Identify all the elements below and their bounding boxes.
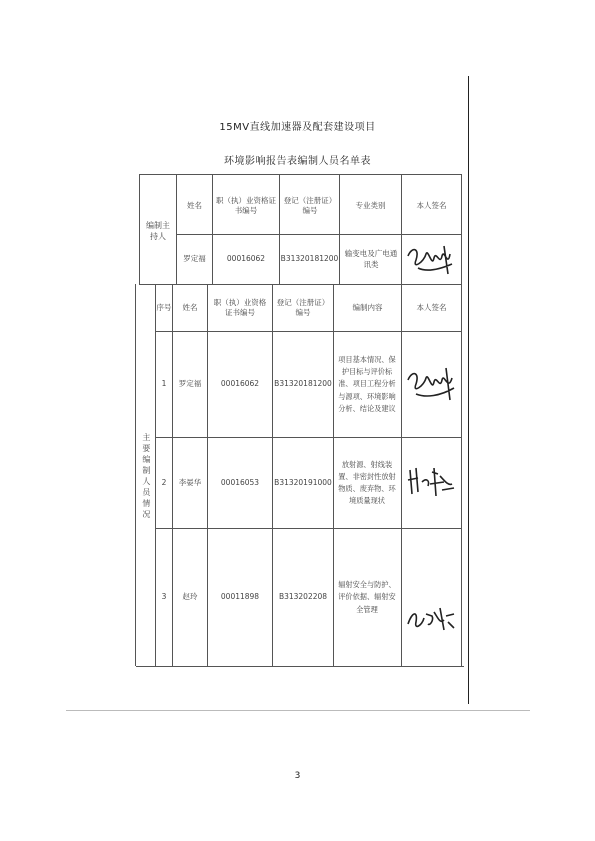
host-name: 罗定福 [183, 254, 206, 264]
main-header-no: 序号 [156, 302, 172, 312]
row-content: 辐射安全与防护、评价依据、辐射安全管理 [338, 580, 396, 614]
signature-image [404, 238, 458, 282]
table-border-bottom [136, 666, 464, 667]
table-border-left [139, 174, 140, 284]
host-header-signature: 本人签名 [416, 200, 447, 210]
row-no: 2 [161, 477, 167, 487]
row-name: 李晏华 [178, 477, 202, 487]
host-reg: B31320181200 [280, 254, 339, 264]
host-section-label: 编制主持人 [146, 221, 170, 241]
host-header-specialty: 专业类别 [355, 200, 386, 210]
signature-image [404, 460, 458, 504]
main-col-line [333, 284, 334, 666]
host-section-divider [139, 284, 461, 285]
host-header-cert: 职（执）业资格证书编号 [216, 195, 276, 215]
signature-image [404, 360, 458, 408]
table-border-right [461, 174, 462, 666]
page-divider [66, 710, 530, 711]
row-content: 放射源、射线装置、非密封性放射物质、废弃物、环境质量现状 [338, 459, 396, 506]
row-name: 罗定福 [178, 379, 202, 389]
page-number: 3 [294, 771, 301, 781]
row-reg: B31320191000 [274, 477, 332, 487]
row-cert: 00011898 [220, 592, 260, 602]
table-border-top [140, 174, 462, 175]
document-title: 15MV直线加速器及配套建设项目 [219, 122, 376, 133]
host-header-reg: 登记（注册证）编号 [283, 195, 337, 215]
signature-image [404, 594, 458, 638]
main-header-name: 姓名 [182, 302, 198, 312]
row-reg: B313202208 [278, 592, 328, 602]
row-reg: B31320181200 [274, 379, 332, 389]
row-content: 项目基本情况、保护目标与评价标准、项目工程分析与源项、环境影响分析、结论及建议 [338, 354, 396, 413]
main-header-reg: 登记（注册证）编号 [276, 297, 330, 317]
row-cert: 00016062 [220, 379, 260, 389]
row-name: 赵玲 [182, 592, 198, 602]
table-border-left-lower [135, 284, 136, 666]
main-header-signature: 本人签名 [416, 302, 447, 312]
host-cert: 00016062 [226, 254, 266, 264]
row-no: 1 [161, 379, 167, 389]
main-section-label: 主要编制人员情况 [141, 433, 151, 521]
main-header-content: 编制内容 [352, 302, 383, 312]
table-title: 环境影响报告表编制人员名单表 [224, 156, 371, 167]
host-specialty: 输变电及广电通讯类 [344, 249, 398, 269]
row-no: 3 [161, 592, 167, 602]
main-col-line [401, 284, 402, 666]
row-cert: 00016053 [220, 477, 260, 487]
main-header-cert: 职（执）业资格证书编号 [213, 297, 267, 317]
host-header-name: 姓名 [187, 200, 202, 210]
